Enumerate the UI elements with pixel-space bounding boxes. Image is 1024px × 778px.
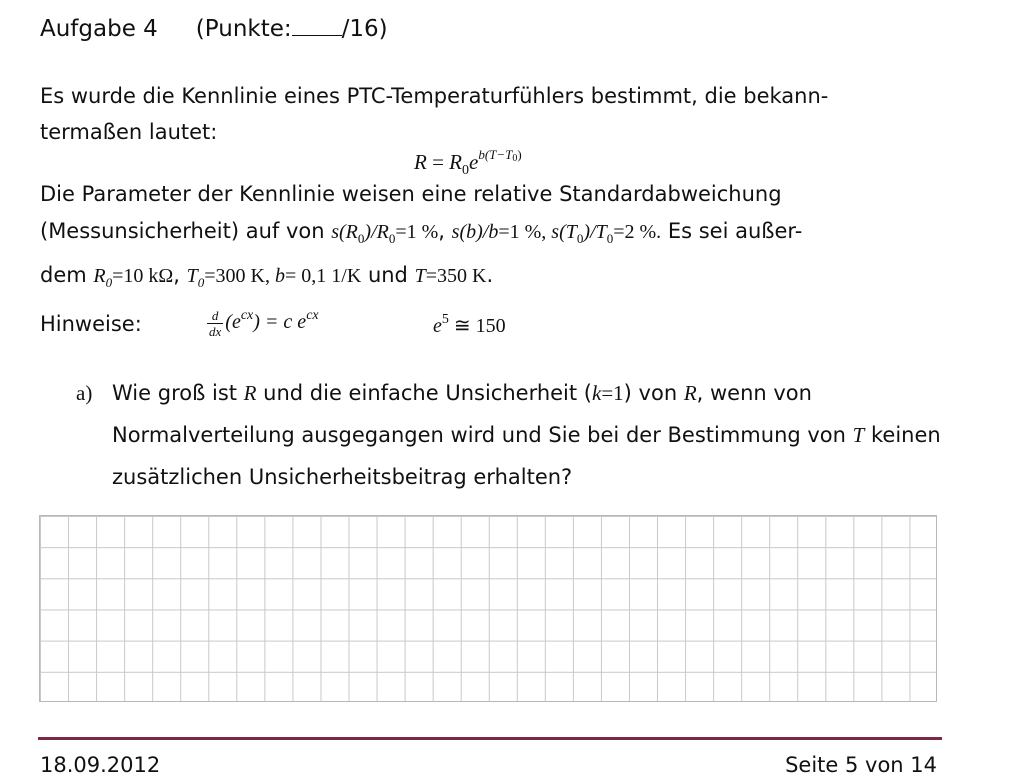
footer-date: 18.09.2012 — [40, 753, 161, 777]
footer-page-number: Seite 5 von 14 — [785, 753, 937, 777]
intro-line-1: Es wurde die Kennlinie eines PTC-Temperaturfühlers bestimmt, die bekann- — [40, 84, 829, 108]
points-label: (Punkte: /16) — [195, 16, 388, 42]
hints-section — [40, 308, 600, 348]
characteristic-formula: $R = R_0e^{b(T-T_0)}$ — [414, 147, 522, 179]
params-line-3: dem $R_0=10$ kΩ, $T_0=300$ K, b= 0,1 1/K und T=350 K. — [40, 263, 494, 290]
answer-grid[interactable] — [39, 515, 937, 702]
task-heading — [40, 14, 388, 44]
derivative-hint: $\frac{d}{dx}$ $(e^{cx}) = c$ $e^{cx}$ — [209, 308, 319, 339]
params-line-2: (Messunsicherheit) auf von $s(R_0)/R_0=1$ %, s(b)/b=1 %, $s(T_0)/T_0=2$ %. Es sei außer- — [40, 219, 803, 246]
approximation-hint: $e^5$ ≅ 150 — [433, 312, 506, 337]
intro-line-2: termaßen lautet: — [40, 120, 218, 144]
question-a-label: a) — [76, 381, 93, 405]
params-line-1: Die Parameter der Kennlinie weisen eine relative Standardabweichung — [40, 182, 782, 206]
footer-divider — [38, 737, 942, 740]
question-a-text: Wie groß ist R und die einfache Unsicherheit (k=1) von R, wenn von Normalverteilung ausgegangen wird und Sie bei der Bestimmung von T keinen zusätzlichen Unsicherheitsbeitrag erhalten? — [112, 381, 941, 489]
task-title: Aufgabe 4 — [40, 16, 158, 42]
points-blank — [292, 17, 342, 36]
parameters-paragraph — [40, 176, 940, 301]
hints-label: Hinweise: — [40, 312, 142, 336]
